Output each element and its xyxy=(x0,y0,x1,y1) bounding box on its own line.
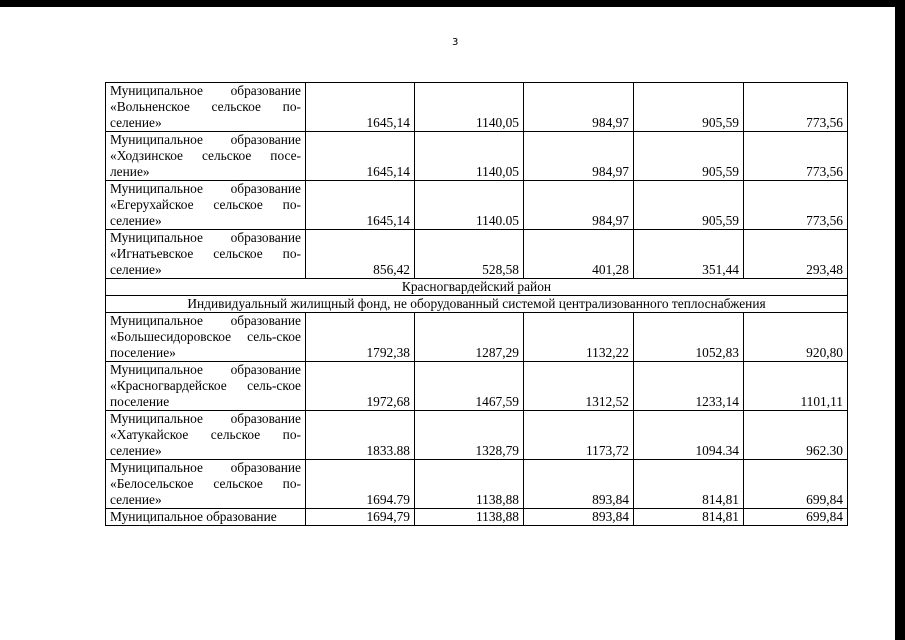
municipality-name: Муниципальное образование «Белосельское сельское по-селение» xyxy=(106,460,306,509)
value-cell: 905,59 xyxy=(634,83,744,132)
value-cell: 351,44 xyxy=(634,230,744,279)
table-row xyxy=(106,83,848,132)
value-cell: 699,84 xyxy=(744,509,848,526)
value-cell: 773,56 xyxy=(744,181,848,230)
municipality-name: Муниципальное образование «Егерухайское сельское по-селение» xyxy=(106,181,306,230)
table-row xyxy=(106,362,848,411)
section-header-row xyxy=(106,296,848,313)
value-cell: 1312,52 xyxy=(524,362,634,411)
value-cell: 401,28 xyxy=(524,230,634,279)
value-cell: 1233,14 xyxy=(634,362,744,411)
table-row xyxy=(106,181,848,230)
table-row xyxy=(106,509,848,526)
value-cell: 1173,72 xyxy=(524,411,634,460)
value-cell: 920,80 xyxy=(744,313,848,362)
value-cell: 1138,88 xyxy=(415,509,524,526)
value-cell: 1328,79 xyxy=(415,411,524,460)
scan-border-top xyxy=(0,0,905,7)
value-cell: 1694,79 xyxy=(306,509,415,526)
value-cell: 1140,05 xyxy=(415,132,524,181)
value-cell: 984,97 xyxy=(524,132,634,181)
value-cell: 1094.34 xyxy=(634,411,744,460)
value-cell: 814,81 xyxy=(634,460,744,509)
value-cell: 1792,38 xyxy=(306,313,415,362)
table-row xyxy=(106,313,848,362)
municipality-name: Муниципальное образование «Большесидоровское сель-ское поселение» xyxy=(106,313,306,362)
value-cell: 1138,88 xyxy=(415,460,524,509)
value-cell: 814,81 xyxy=(634,509,744,526)
scan-border-right xyxy=(895,0,905,640)
municipality-name: Муниципальное образование «Игнатьевское сельское по-селение» xyxy=(106,230,306,279)
value-cell: 856,42 xyxy=(306,230,415,279)
table-row xyxy=(106,411,848,460)
section-title: Индивидуальный жилищный фонд, не оборудованный системой централизованного теплоснабжения xyxy=(106,296,848,313)
value-cell: 528,58 xyxy=(415,230,524,279)
value-cell: 1287,29 xyxy=(415,313,524,362)
municipality-name: Муниципальное образование «Ходзинское сельское посе-ление» xyxy=(106,132,306,181)
value-cell: 1694.79 xyxy=(306,460,415,509)
value-cell: 1140.05 xyxy=(415,181,524,230)
tariff-table xyxy=(105,82,848,526)
value-cell: 962.30 xyxy=(744,411,848,460)
value-cell: 1972,68 xyxy=(306,362,415,411)
district-header-row xyxy=(106,279,848,296)
value-cell: 293,48 xyxy=(744,230,848,279)
municipality-name: Муниципальное образование «Красногвардейское сель-ское поселение xyxy=(106,362,306,411)
page-number: 3 xyxy=(452,37,459,48)
value-cell: 1833.88 xyxy=(306,411,415,460)
value-cell: 984,97 xyxy=(524,181,634,230)
value-cell: 893,84 xyxy=(524,460,634,509)
value-cell: 1467,59 xyxy=(415,362,524,411)
value-cell: 773,56 xyxy=(744,83,848,132)
value-cell: 1645,14 xyxy=(306,132,415,181)
value-cell: 1132,22 xyxy=(524,313,634,362)
table-row xyxy=(106,132,848,181)
district-title: Красногвардейский район xyxy=(106,279,848,296)
value-cell: 1052,83 xyxy=(634,313,744,362)
municipality-name: Муниципальное образование xyxy=(106,509,306,526)
value-cell: 984,97 xyxy=(524,83,634,132)
value-cell: 1645,14 xyxy=(306,181,415,230)
value-cell: 1101,11 xyxy=(744,362,848,411)
municipality-name: Муниципальное образование «Вольненское сельское по-селение» xyxy=(106,83,306,132)
value-cell: 905,59 xyxy=(634,132,744,181)
value-cell: 905,59 xyxy=(634,181,744,230)
value-cell: 1140,05 xyxy=(415,83,524,132)
table-row xyxy=(106,460,848,509)
table-row xyxy=(106,230,848,279)
municipality-name: Муниципальное образование «Хатукайское сельское по-селение» xyxy=(106,411,306,460)
value-cell: 773,56 xyxy=(744,132,848,181)
value-cell: 699,84 xyxy=(744,460,848,509)
value-cell: 893,84 xyxy=(524,509,634,526)
value-cell: 1645,14 xyxy=(306,83,415,132)
